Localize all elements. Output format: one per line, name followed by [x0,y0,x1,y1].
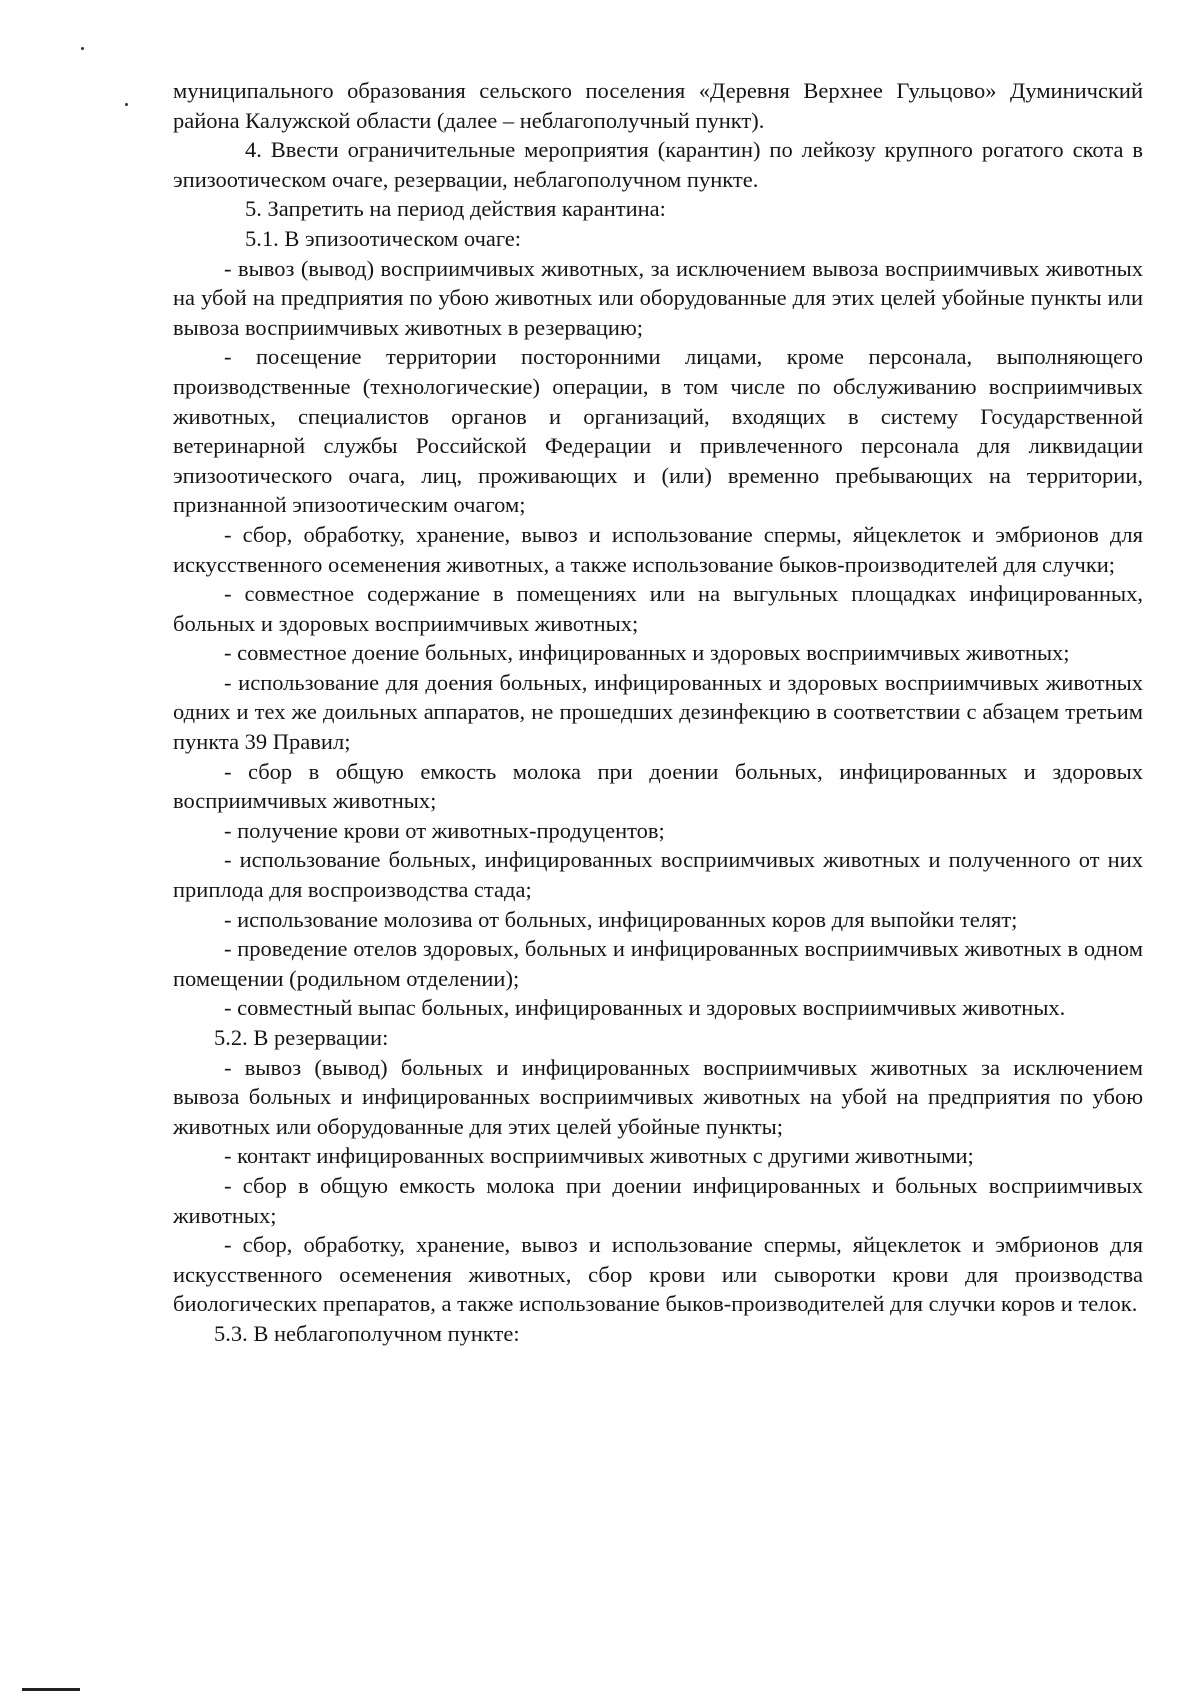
list-item: - использование больных, инфицированных восприимчивых животных и полученного от них приплода для воспроизводства стада; [173,847,1143,903]
list-item: - использование молозива от больных, инфицированных коров для выпойки телят; [224,906,1018,932]
scan-speck-top [81,47,84,50]
list-item: - совместное содержание в помещениях или на выгульных площадках инфицированных, больных и здоровых восприимчивых животных; [173,581,1143,636]
list-item: - совместный выпас больных, инфицированных и здоровых восприимчивых животных. [224,995,1066,1021]
document-page [173,76,1143,1349]
scan-speck-left [125,103,128,106]
subheading-5-3: 5.3. В неблагополучном пункте: [214,1320,520,1346]
subheading-5-1: 5.1. В эпизоотическом очаге: [245,225,522,251]
list-item: - совместное доение больных, инфицированных и здоровых восприимчивых животных; [224,640,1070,666]
list-item: - проведение отелов здоровых, больных и инфицированных восприимчивых животных в одном помещении (родильном отделении); [173,936,1143,991]
list-item: - посещение территории посторонними лицами, кроме персонала, выполняющего производственные (технологические) операции, в том числе по обслуживанию восприимчивых животных, специалистов органов и организаций, входящих в систему Государственной ветеринарной службы Российской Федерации и привлеченного персонала для ликвидации эпизоотического очага, лиц, проживающих и (или) временно пребывающих на территории, признанной эпизоотическим очагом; [173,344,1143,518]
list-item: - использование для доения больных, инфицированных и здоровых восприимчивых животных одних и тех же доильных аппаратов, не прошедших дезинфекцию в соответствии с абзацем третьим пункта 39 Правил; [173,669,1143,755]
list-item: - сбор в общую емкость молока при доении инфицированных и больных восприимчивых животных; [173,1172,1143,1228]
scan-edge-mark [22,1688,80,1691]
paragraph-continuation: муниципального образования сельского поселения «Деревня Верхнее Гульцово» Думиничский района Калужской области (далее – неблагополучный пункт). [173,78,1143,133]
list-item: - сбор, обработку, хранение, вывоз и использование спермы, яйцеклеток и эмбрионов для искусственного осеменения животных, а также использование быков-производителей для случки; [173,521,1143,577]
list-item: - сбор в общую емкость молока при доении больных, инфицированных и здоровых восприимчивых животных; [173,758,1143,814]
list-item: - получение крови от животных-продуцентов; [224,817,665,843]
paragraph-item-4: 4. Ввести ограничительные мероприятия (карантин) по лейкозу крупного рогатого скота в эпизоотическом очаге, резервации, неблагополучном пункте. [173,137,1143,192]
list-item: - сбор, обработку, хранение, вывоз и использование спермы, яйцеклеток и эмбрионов для искусственного осеменения животных, сбор крови или сыворотки крови для производства биологических препаратов, а также использование быков-производителей для случки коров и телок. [173,1232,1143,1317]
subheading-5-2: 5.2. В резервации: [214,1025,389,1050]
list-item: - контакт инфицированных восприимчивых животных с другими животными; [224,1143,974,1169]
list-item: - вывоз (вывод) больных и инфицированных восприимчивых животных за исключением вывоза больных и инфицированных восприимчивых животных на убой на предприятия по убою животных или оборудованные для этих целей убойные пункты; [173,1054,1143,1139]
paragraph-item-5: 5. Запретить на период действия карантина: [245,196,666,222]
list-item: - вывоз (вывод) восприимчивых животных, за исключением вывоза восприимчивых животных на убой на предприятия по убою животных или оборудованные для этих целей убойные пункты или вывоза восприимчивых животных в резервацию; [173,255,1143,340]
